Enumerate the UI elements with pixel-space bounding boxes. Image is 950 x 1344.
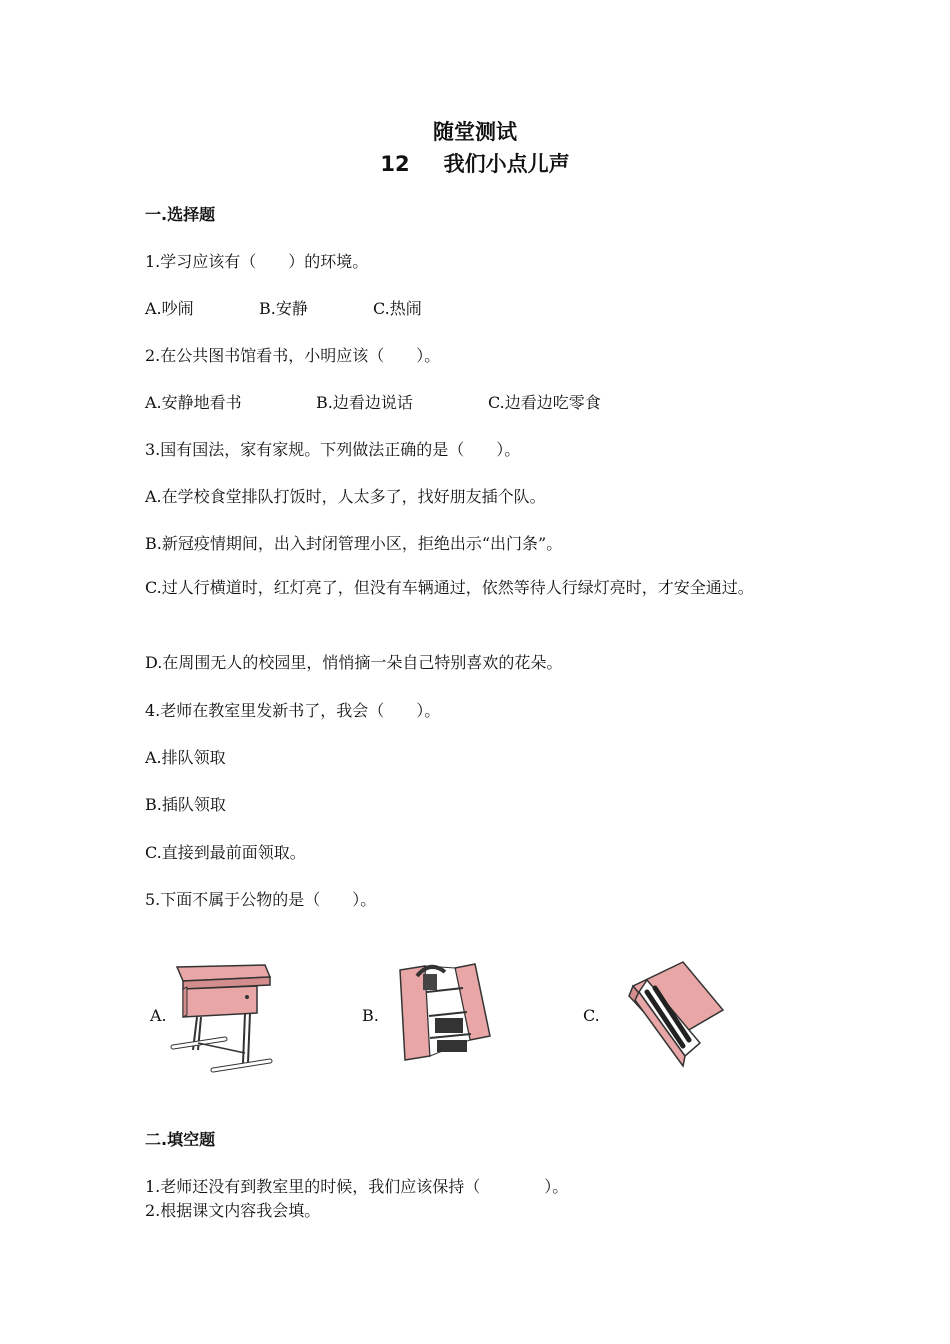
lesson-title: [0, 148, 950, 178]
page-title: 随堂测试: [433, 120, 517, 144]
bookshelf-image[interactable]: [395, 958, 495, 1063]
question-2-options: [145, 390, 601, 413]
option-b[interactable]: B.边看边说话: [316, 393, 413, 412]
question-1-options: [145, 296, 422, 319]
question-4-option-a[interactable]: A.排队领取: [145, 748, 226, 767]
fill-question-2: 2.根据课文内容我会填。: [145, 1201, 321, 1220]
question-1-stem: 1.学习应该有（ ）的环境。: [145, 252, 369, 271]
option-a[interactable]: A.安静地看书: [145, 393, 242, 412]
option-c[interactable]: C.热闹: [373, 299, 422, 318]
figure-b-label[interactable]: B.: [362, 1006, 379, 1025]
section-heading-fill: 二.填空题: [145, 1130, 216, 1149]
question-3-stem: 3.国有国法，家有家规。下列做法正确的是（ ）。: [145, 440, 521, 459]
figure-a-label[interactable]: A.: [150, 1006, 167, 1025]
question-3-option-b[interactable]: B.新冠疫情期间，出入封闭管理小区，拒绝出示“出门条”。: [145, 534, 563, 553]
question-4-option-c[interactable]: C.直接到最前面领取。: [145, 843, 306, 862]
lesson-name: 我们小点儿声: [443, 152, 570, 176]
question-3-option-a[interactable]: A.在学校食堂排队打饭时，人太多了，找好朋友插个队。: [145, 487, 546, 506]
option-b[interactable]: B.安静: [259, 299, 308, 318]
question-4-option-b[interactable]: B.插队领取: [145, 795, 226, 814]
fill-question-1: 1.老师还没有到教室里的时候，我们应该保持（ ）。: [145, 1177, 569, 1196]
section-heading-choice: 一.选择题: [145, 205, 216, 224]
desk-image[interactable]: [165, 955, 275, 1080]
question-2-stem-text: 2.在公共图书馆看书，小明应该（ ）。: [145, 346, 441, 365]
question-4-stem: 4.老师在教室里发新书了，我会（ ）。: [145, 701, 441, 720]
lesson-number: 12: [380, 152, 410, 176]
question-3-option-c[interactable]: C.过人行横道时，红灯亮了，但没有车辆通过，依然等待人行绿灯亮时，才安全通过。: [145, 578, 754, 597]
option-c[interactable]: C.边看边吃零食: [488, 393, 601, 412]
option-a[interactable]: A.吵闹: [145, 299, 194, 318]
pencil-case-image[interactable]: [625, 958, 730, 1070]
question-3-option-d[interactable]: D.在周围无人的校园里，悄悄摘一朵自己特别喜欢的花朵。: [145, 653, 563, 672]
figure-c-label[interactable]: C.: [583, 1006, 600, 1025]
question-5-stem: 5.下面不属于公物的是（ ）。: [145, 890, 377, 909]
